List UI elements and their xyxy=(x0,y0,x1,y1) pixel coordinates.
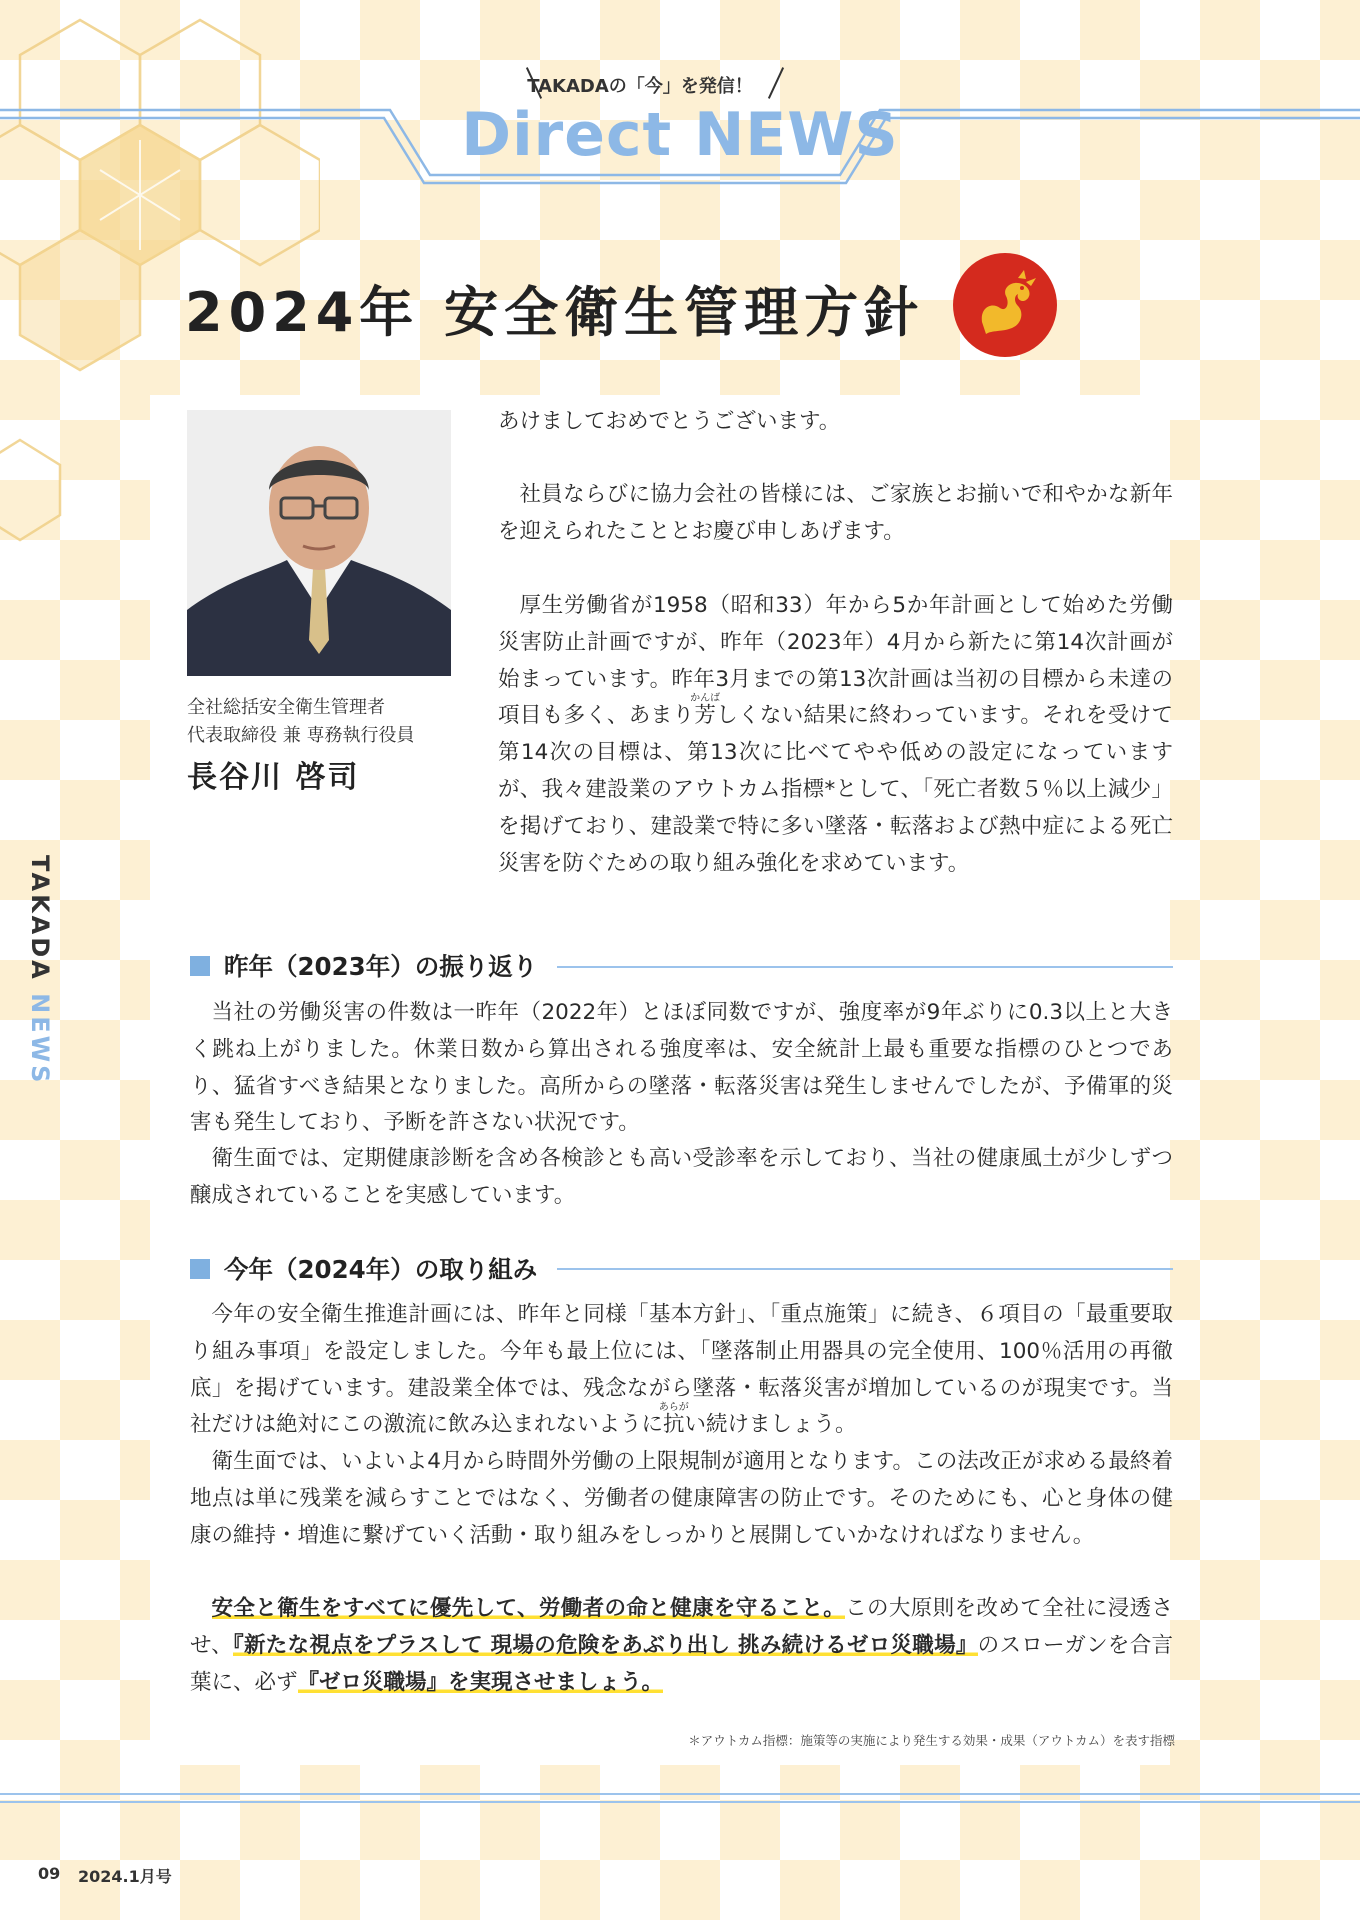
section-divider xyxy=(557,966,1173,968)
section-heading-text: 昨年（2023年）の振り返り xyxy=(224,952,538,981)
greeting-paragraph: あけましておめでとうございます。 xyxy=(498,409,841,434)
section-heading-review xyxy=(190,948,537,983)
ruby-reading: かんば xyxy=(690,693,721,705)
highlight-principle: 安全と衛生をすべてに優先して、労働者の命と健康を守ること。 xyxy=(211,1596,846,1621)
ruby-base: 芳 xyxy=(690,703,721,729)
ruby-word xyxy=(690,693,721,729)
initiatives-paragraph-2: 衛生面では、いよいよ4月から時間外労働の上限規制が適用となります。この法改正が求める最終着地点は単に残業を減らすことではなく、労働者の健康障害の防止です。そのためにも、心と身体の健康の維持・増進に繋げていく活動・取り組みをしっかりと展開していかなければなりません。 xyxy=(190,1449,1173,1548)
footer-divider xyxy=(0,1793,1360,1795)
page-number: 09 xyxy=(38,1864,61,1883)
author-name: 長谷川 啓司 xyxy=(187,760,360,795)
text-span: しくない結果に終わっています。それを受けて第14次の目標は、第13次に比べてやや低めの設定になっていますが、我々建設業のアウトカム指標*として、「死亡者数５％以上減少」を掲げており、建設業で特に多い墜落・転落および熱中症による死亡災害を防ぐための取り組み強化を求めています。 xyxy=(498,703,1173,876)
page-title: 2024年 安全衛生管理方針 xyxy=(185,281,925,344)
side-label-takada: TAKADA xyxy=(26,855,54,982)
highlight-goal: 『ゼロ災職場』を実現させましょう。 xyxy=(297,1669,664,1695)
review-paragraph-1: 当社の労働災害の件数は一昨年（2022年）とほぼ同数ですが、強度率が9年ぶりに0.3以上と大きく跳ね上がりました。休業日数から算出される強度率は、安全統計上最も重要な指標のひとつであり、猛省すべき結果となりました。高所からの墜落・転落災害は発生しませんでしたが、予備軍的災害も発生しており、予断を許さない状況です。 xyxy=(190,1000,1173,1136)
initiatives-paragraph-3 xyxy=(190,1591,1173,1701)
footer-divider xyxy=(0,1801,1360,1803)
ruby-reading: あらが xyxy=(658,1402,689,1414)
initiatives-paragraph-1 xyxy=(190,1297,1173,1444)
author-photo xyxy=(187,410,451,676)
section-heading-initiatives xyxy=(190,1251,537,1286)
side-label xyxy=(14,855,54,1085)
square-bullet-icon xyxy=(190,1259,210,1279)
intro-paragraph-1: 社員ならびに協力会社の皆様には、ご家族とお揃いで和やかな新年を迎えられたこととお慶び申しあげます。 xyxy=(498,482,1173,544)
text-span: 今年の安全衛生推進計画には、昨年と同様「基本方針」、「重点施策」に続き、６項目の「最重要取り組み事項」を設定しました。今年も最上位には、「墜落制止用器具の完全使用、100％活用の再徹底」を掲げています。建設業全体では、残念ながら墜落・転落災害が増加しているのが現実です。当社だけは絶対にこの激流に飲み込まれないように xyxy=(190,1302,1173,1438)
dragon-badge-icon xyxy=(952,252,1058,358)
section-brand-title: Direct NEWS xyxy=(461,100,899,170)
header-tagline: TAKADAの「今」を発信！ xyxy=(527,76,753,97)
ruby-base: 抗 xyxy=(658,1412,689,1438)
side-label-news: NEWS xyxy=(26,993,54,1086)
section-heading-text: 今年（2024年）の取り組み xyxy=(224,1255,538,1284)
footnote: ＊アウトカム指標：施策等の実施により発生する効果・成果（アウトカム）を表す指標 xyxy=(688,1733,1175,1748)
review-paragraph-2: 衛生面では、定期健康診断を含め各検診とも高い受診率を示しており、当社の健康風土が少しずつ醸成されていることを実感しています。 xyxy=(190,1146,1173,1208)
intro-paragraph-2 xyxy=(498,588,1173,882)
text-span: い続けましょう。 xyxy=(684,1412,857,1438)
text-span: 厚生労働省が1958（昭和33）年から5か年計画として始めた労働災害防止計画ですが、昨年（2023年）4月から新たに第14次計画が始まっています。昨年3月までの第13次計画は当初の目標から未達の項目も多く、あまり xyxy=(498,593,1173,729)
text-span: のスローガンを合言葉に、必ず xyxy=(190,1632,1173,1695)
issue-label: 2024.1月号 xyxy=(78,1867,172,1886)
section-divider xyxy=(557,1268,1173,1270)
author-role-safety: 全社総括安全衛生管理者 xyxy=(187,697,385,718)
ruby-word xyxy=(658,1402,689,1438)
highlight-slogan: 『新たな視点をプラスして 現場の危険をあぶり出し 挑み続けるゼロ災職場』 xyxy=(232,1632,978,1658)
author-role-executive: 代表取締役 兼 専務執行役員 xyxy=(187,725,415,746)
square-bullet-icon xyxy=(190,956,210,976)
text-span: この大原則を改めて全社に浸透させ、 xyxy=(190,1596,1173,1658)
